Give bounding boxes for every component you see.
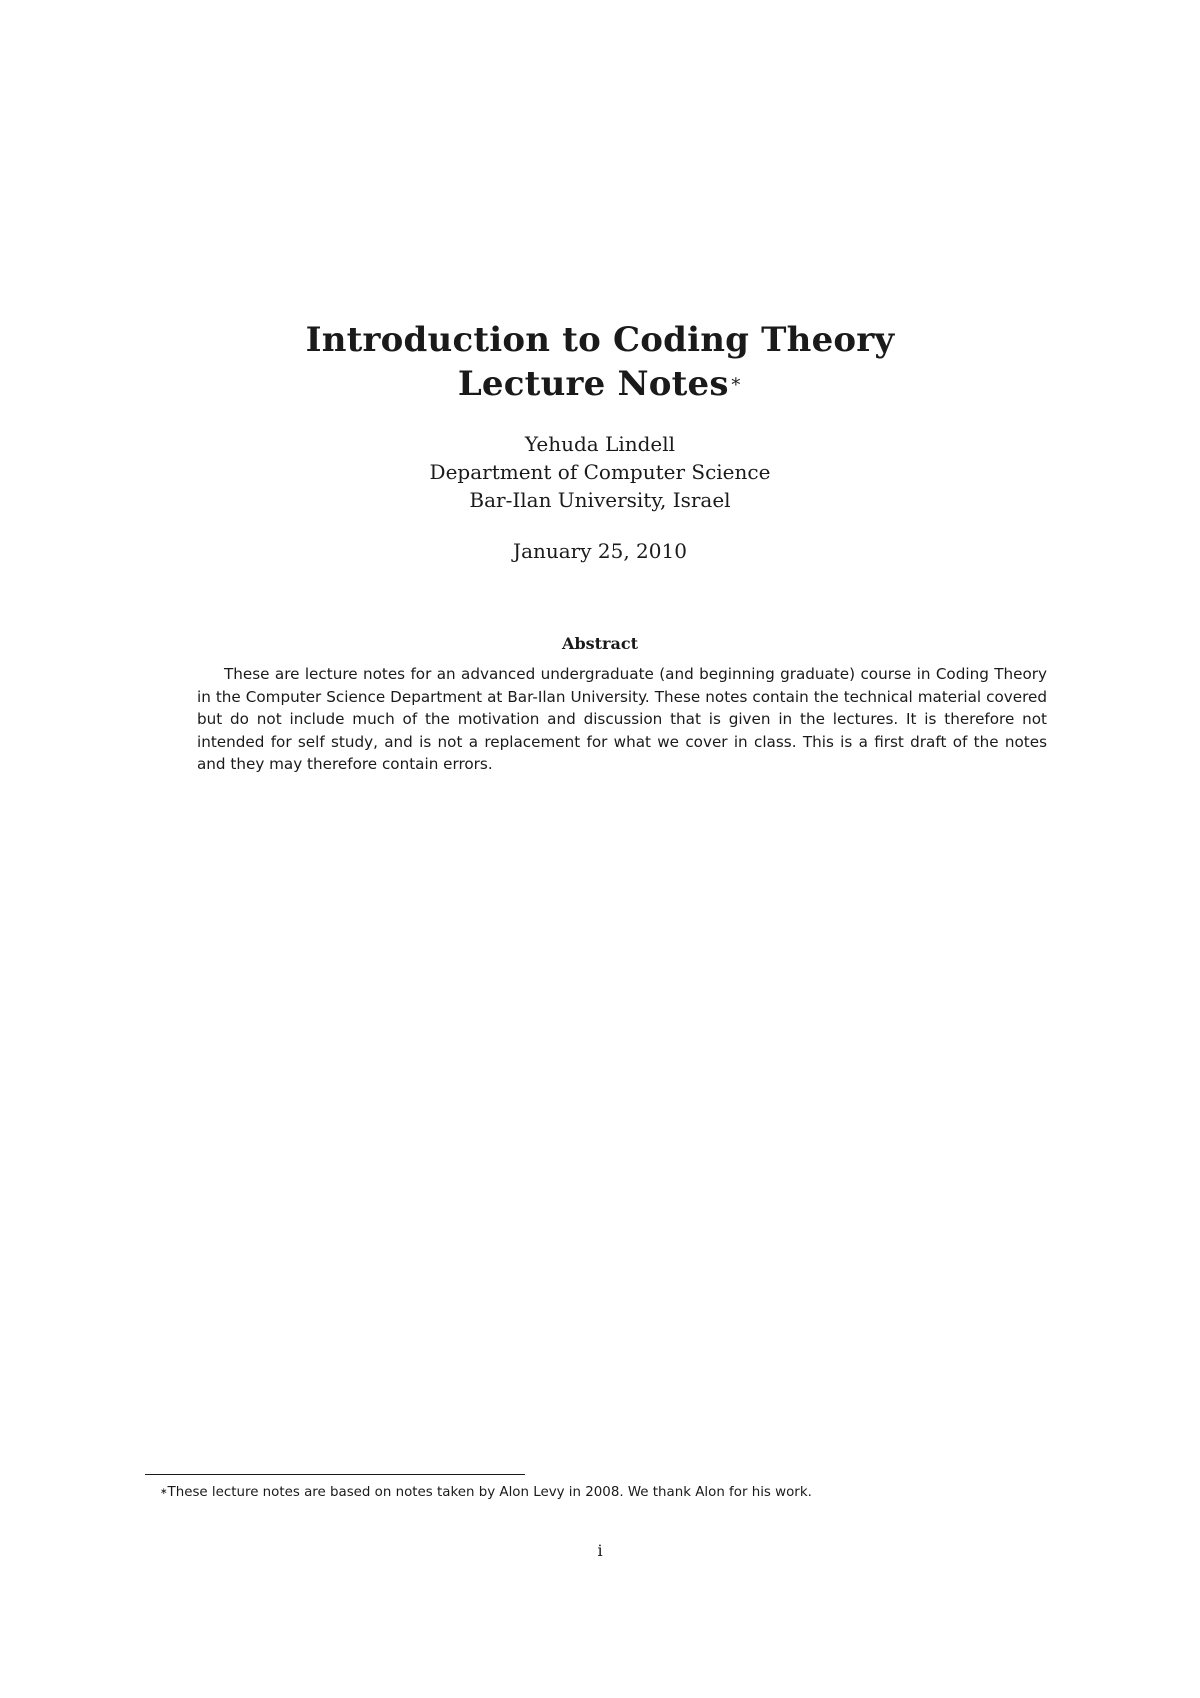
author-institution: Bar-Ilan University, Israel xyxy=(469,488,731,512)
abstract-text: These are lecture notes for an advanced undergraduate (and beginning graduate) course in Coding Theory in the Computer Science Department at Bar-Ilan University. These notes contain the technical material covered but do not include much of the motivation and discussion that is given in the lectures. It is therefore not intended for self study, and is not a replacement for what we cover in class. This is a first draft of the notes and they may therefore contain errors. xyxy=(197,665,1047,773)
title-block xyxy=(0,318,1200,406)
abstract-heading: Abstract xyxy=(562,634,638,653)
title-footnote-mark: ∗ xyxy=(729,371,743,392)
footnote-divider xyxy=(145,1474,525,1475)
author-block xyxy=(0,430,1200,514)
footnote-mark: ∗ xyxy=(160,1487,168,1497)
title-line-1: Introduction to Coding Theory xyxy=(305,320,895,360)
footnote-text: These lecture notes are based on notes taken by Alon Levy in 2008. We thank Alon for his work. xyxy=(167,1485,812,1500)
document-date: January 25, 2010 xyxy=(513,539,687,563)
author-name: Yehuda Lindell xyxy=(524,432,676,456)
title-line-2 xyxy=(0,362,1200,406)
title-line-2-text: Lecture Notes xyxy=(457,364,729,404)
page-number: i xyxy=(597,1541,603,1560)
author-department: Department of Computer Science xyxy=(429,460,771,484)
footnote xyxy=(160,1483,1060,1503)
